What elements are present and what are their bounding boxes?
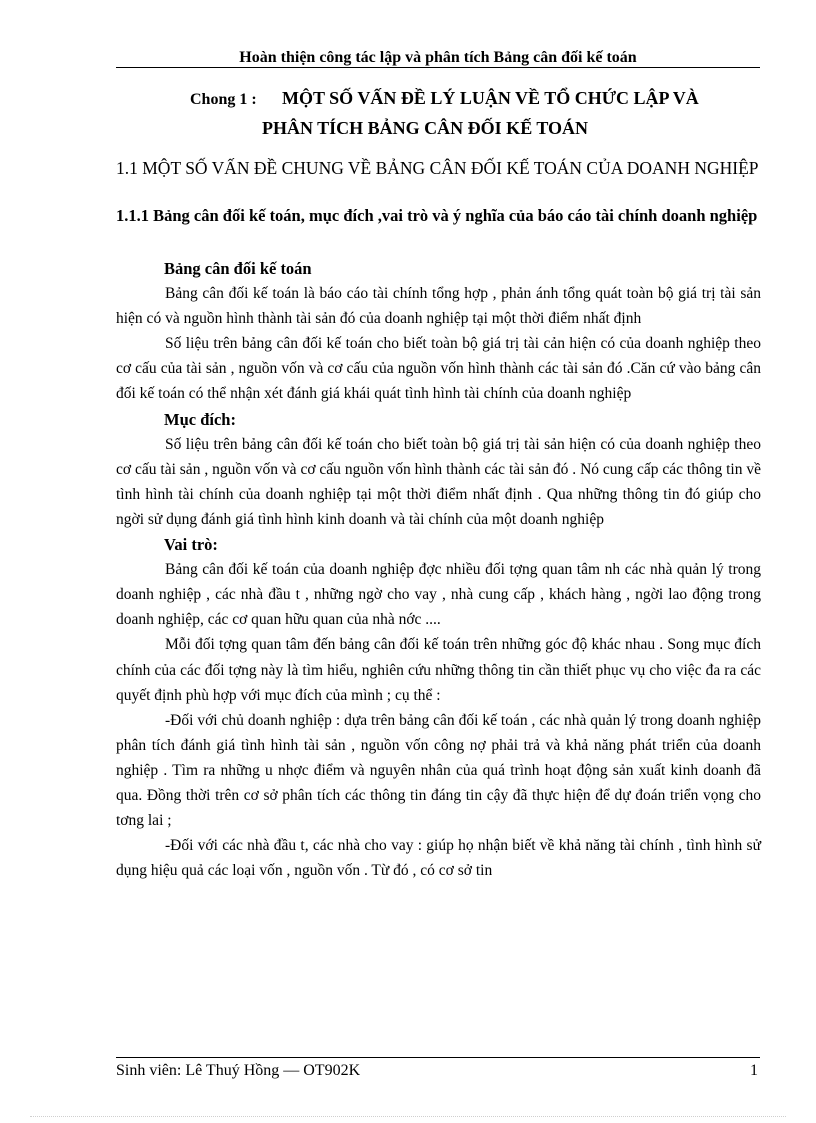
subheading: Mục đích: xyxy=(164,409,236,429)
footer-student: Sinh viên: Lê Thuý Hồng — OT902K xyxy=(116,1062,361,1079)
footer-rule xyxy=(116,1057,760,1058)
section-heading-1-1-1: 1.1.1 Bảng cân đối kế toán, mục đích ,vai trò và ý nghĩa của báo cáo tài chính doanh nghiệp xyxy=(116,206,758,225)
paragraph: Bảng cân đối kế toán của doanh nghiệp đợc nhiều đối tợng quan tâm nh các nhà quản lý trong doanh nghiệp , các nhà đầu t , những ngờ cho vay , nhà cung cấp , khách hàng , ngời lao động trong doanh nghiệp, các cơ quan hữu quan của nhà nớc .... xyxy=(116,561,761,629)
running-header: Hoàn thiện công tác lập và phân tích Bảng cân đối kế toán xyxy=(239,49,637,66)
chapter-label: Chong 1 : xyxy=(190,91,257,108)
paragraph: Số liệu trên bảng cân đối kế toán cho biết toàn bộ giá trị tài cản hiện có của doanh nghiệp theo cơ cấu của tài sản , nguồn vốn và cơ cấu của nguồn vốn hình thành các tài sản đó .Căn cứ vào bảng cân đối kế toán có thể nhận xét đánh giá khái quát tình hình tài chính của doanh nghiệp xyxy=(116,335,761,403)
chapter-title xyxy=(190,84,750,142)
paragraph: -Đối với chủ doanh nghiệp : dựa trên bảng cân đối kế toán , các nhà quản lý trong doanh nghiệp phân tích đánh giá tình hình tài sản , nguồn vốn công nợ phải trả và khả năng phát triển của doanh nghiệp . Tìm ra những u nhợc điểm và nguyên nhân của quá trình hoạt động sản xuất kinh doanh đã qua. Đồng thời trên cơ sở phân tích các thông tin đáng tin cậy đã thực hiện để dự đoán triển vọng cho tơng lai ; xyxy=(116,711,761,830)
section-heading-1-1: 1.1 MỘT SỐ VẤN ĐỀ CHUNG VỀ BẢNG CÂN ĐỐI KẾ TOÁN CỦA DOANH NGHIỆP xyxy=(116,158,759,178)
header-rule xyxy=(116,67,760,68)
chapter-title-line-1: MỘT SỐ VẤN ĐỀ LÝ LUẬN VỀ TỔ CHỨC LẬP VÀ xyxy=(282,88,699,108)
paragraph: Số liệu trên bảng cân đối kế toán cho biết toàn bộ giá trị tài sản hiện có của doanh nghiệp theo cơ cấu tài sản , nguồn vốn và cơ cấu nguồn vốn hình thành các tài sản đó . Nó cung cấp các thông tin về tình hình tài chính của doanh nghiệp tại một thời điểm nhất định . Qua những thông tin đó giúp cho ngời sử dụng đánh giá tình hình kinh doanh và tài chính của một doanh nghiệp xyxy=(116,435,761,528)
paragraph: Mỗi đối tợng quan tâm đến bảng cân đối kế toán trên những góc độ khác nhau . Song mục đích chính của các đối tợng này là tìm hiểu, nghiên cứu những thông tin cần thiết phục vụ cho việc đa ra các quyết định phù hợp với mục đích của mình ; cụ thể : xyxy=(116,636,761,704)
body-text xyxy=(116,256,761,883)
page-edge-divider xyxy=(30,1116,786,1117)
chapter-title-line-2: PHÂN TÍCH BẢNG CÂN ĐỐI KẾ TOÁN xyxy=(262,118,589,138)
subheading: Bảng cân đối kế toán xyxy=(164,259,312,278)
page-number: 1 xyxy=(750,1062,758,1079)
paragraph: Bảng cân đối kế toán là báo cáo tài chính tổng hợp , phản ánh tổng quát toàn bộ giá trị tài sản hiện có và nguồn hình thành tài sản đó của doanh nghiệp tại một thời điểm nhất định xyxy=(116,285,761,328)
subheading: Vai trò: xyxy=(164,535,218,555)
paragraph: -Đối với các nhà đầu t, các nhà cho vay : giúp họ nhận biết về khả năng tài chính , tình hình sử dụng hiệu quả các loại vốn , nguồn vốn . Từ đó , có cơ sở tin xyxy=(116,837,761,880)
